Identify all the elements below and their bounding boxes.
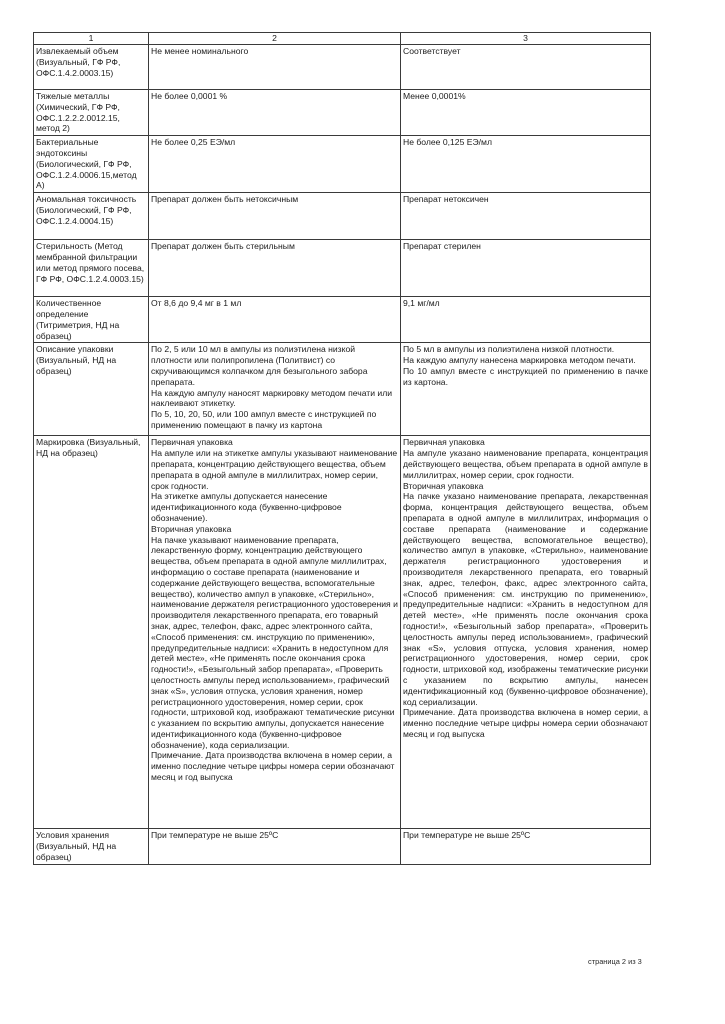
column-header-2: 2 <box>149 33 401 45</box>
specification-table <box>33 32 651 865</box>
norm-cell: От 8,6 до 9,4 мг в 1 мл <box>149 297 401 343</box>
result-cell: Менее 0,0001% <box>401 90 651 136</box>
table-row-extractable-volume <box>34 45 651 90</box>
result-cell: Препарат нетоксичен <box>401 193 651 240</box>
result-cell: 9,1 мг/мл <box>401 297 651 343</box>
table-header-row <box>34 33 651 45</box>
table-row-labeling <box>34 436 651 829</box>
table-row-storage-conditions <box>34 829 651 864</box>
result-cell: По 5 мл в ампулы из полиэтилена низкой плотности. На каждую ампулу нанесена маркировка методом печати. По 10 ампул вместе с инструкцией по применению в пачке из картона. <box>401 343 651 436</box>
result-cell: Не более 0,125 ЕЭ/мл <box>401 136 651 193</box>
indicator-cell: Стерильность (Метод мембранной фильтрации или метод прямого посева, ГФ РФ, ОФС.1.2.4.0003.15) <box>34 240 149 297</box>
indicator-cell: Маркировка (Визуальный, НД на образец) <box>34 436 149 829</box>
norm-cell: По 2, 5 или 10 мл в ампулы из полиэтилена низкой плотности или полипропилена (Политвист) со скручивающимся колпачком для безыгольного забора препарата. На каждую ампулу наносят маркировку методом печати или наклеивают этикетку. По 5, 10, 20, 50, или 100 ампул вместе с инструкцией по применению помещают в пачку из картона <box>149 343 401 436</box>
indicator-cell: Тяжелые металлы (Химический, ГФ РФ, ОФС.1.2.2.2.0012.15, метод 2) <box>34 90 149 136</box>
result-cell: Первичная упаковка На ампуле указано наименование препарата, концентрация действующего вещества, объем препарата в одной ампуле в миллилитрах, номер серии, срок годности. Вторичная упаковка На пачке указано наименование препарата, лекарственная форма, концентрация действующего вещества, объем препарата в одной ампуле в миллилитрах, информация о составе препарата (наименование и содержание действующего вещества, вспомогательное вещество), количество ампул в упаковке, «Стерильно», наименование держателя регистрационного удостоверения и производителя лекарственного препарата, его товарный знак, адрес, телефон, факс, адрес электронного сайта, «Способ применения: см. инструкцию по применению», предупредительные надписи: «Хранить в недоступном для детей месте», «Не применять после окончания срока годности!», «Безыгольный забор препарата», «Проверить целостность ампулы перед использованием», графический знак «S», условия отпуска, условия хранения, номер регистрационного удостоверения, номер серии, срок годности, штриховой код, изображены тематические рисунки с указанием по вскрытию ампулы, нанесен идентификационный код (буквенно-цифровое обозначение), код сериализации. Примечание. Дата производства включена в номер серии, а именно последние четыре цифры номера серии обозначают месяц и год выпуска <box>401 436 651 829</box>
indicator-cell: Условия хранения (Визуальный, НД на образец) <box>34 829 149 864</box>
column-header-3: 3 <box>401 33 651 45</box>
table-row-bacterial-endotoxins <box>34 136 651 193</box>
norm-cell: При температуре не выше 25ºС <box>149 829 401 864</box>
norm-cell: Не более 0,0001 % <box>149 90 401 136</box>
table-row-sterility <box>34 240 651 297</box>
page-number: страница 2 из 3 <box>588 957 642 966</box>
table-row-heavy-metals <box>34 90 651 136</box>
table-row-abnormal-toxicity <box>34 193 651 240</box>
indicator-cell: Аномальная токсичность (Биологический, ГФ РФ, ОФС.1.2.4.0004.15) <box>34 193 149 240</box>
indicator-cell: Бактериальные эндотоксины (Биологический, ГФ РФ, ОФС.1.2.4.0006.15,метод А) <box>34 136 149 193</box>
indicator-cell: Количественное определение (Титриметрия, НД на образец) <box>34 297 149 343</box>
indicator-cell: Описание упаковки (Визуальный, НД на образец) <box>34 343 149 436</box>
norm-cell: Препарат должен быть стерильным <box>149 240 401 297</box>
result-cell: При температуре не выше 25ºС <box>401 829 651 864</box>
table-row-package-description <box>34 343 651 436</box>
norm-cell: Первичная упаковка На ампуле или на этикетке ампулы указывают наименование препарата, концентрацию действующего вещества, объем препарата в одной ампуле в миллилитрах, номер серии, срок годности. На этикетке ампулы допускается нанесение идентификационного кода (буквенно-цифровое обозначение). Вторичная упаковка На пачке указывают наименование препарата, лекарственную форму, концентрацию действующего вещества, объем препарата в одной ампуле миллилитрах, информацию о составе препарата (наименование и содержание действующего вещества, вспомогательные вещество), количество ампул в упаковке, «Стерильно», наименование держателя регистрационного удостоверения и производителя лекарственного препарата, его товарный знак, адрес, телефон, факс, адрес электронного сайта, «Способ применения: см. инструкцию по применению», предупредительные надписи: «Хранить в недоступном для детей месте», «Не применять после окончания срока годности!», «Безыгольный забор препарата», «Проверить целостность ампулы перед использованием», графический знак «S», условия отпуска, условия хранения, номер регистрационного удостоверения, номер серии, срок годности, штриховой код, изображают тематические рисунки с указанием по вскрытию ампулы, допускается нанесение идентификационного кода (буквенно-цифровое обозначение), кода сериализации. Примечание. Дата производства включена в номер серии, а именно последние четыре цифры номера серии обозначают месяц и год выпуска <box>149 436 401 829</box>
norm-cell: Препарат должен быть нетоксичным <box>149 193 401 240</box>
norm-cell: Не менее номинального <box>149 45 401 90</box>
result-cell: Препарат стерилен <box>401 240 651 297</box>
result-cell: Соответствует <box>401 45 651 90</box>
table-row-assay <box>34 297 651 343</box>
indicator-cell: Извлекаемый объем (Визуальный, ГФ РФ, ОФС.1.4.2.0003.15) <box>34 45 149 90</box>
column-header-1: 1 <box>34 33 149 45</box>
norm-cell: Не более 0,25 ЕЭ/мл <box>149 136 401 193</box>
